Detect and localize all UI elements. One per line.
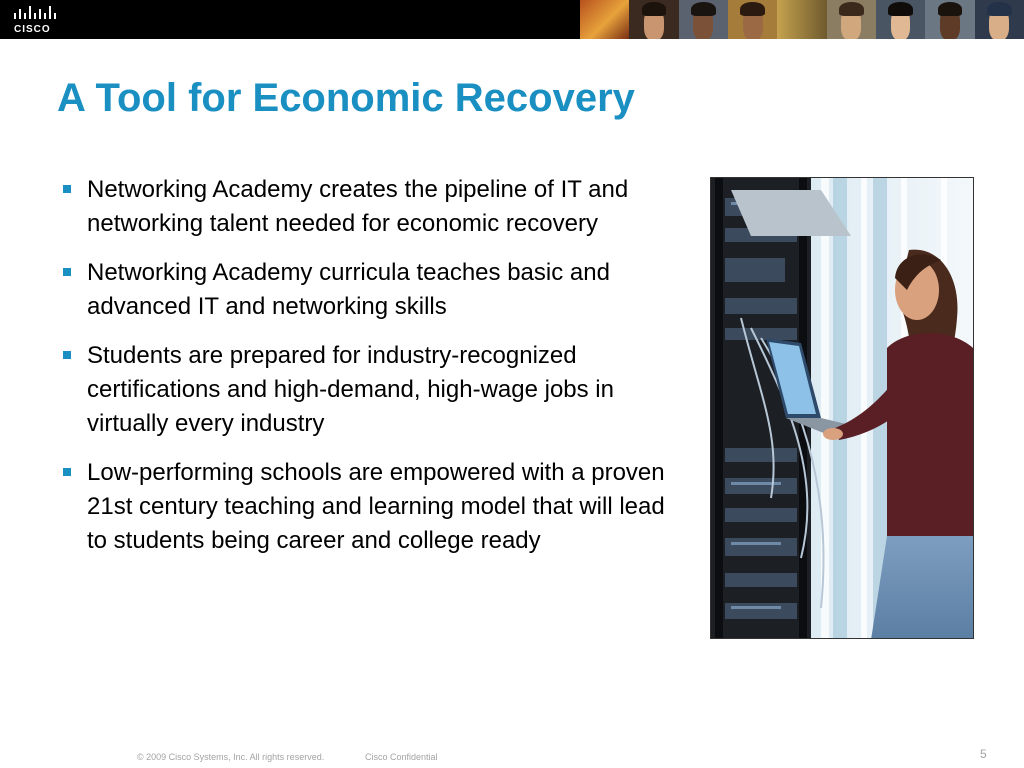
bullet-marker <box>63 185 71 193</box>
bullet-item <box>62 339 677 441</box>
footer-confidential: Cisco Confidential <box>365 752 438 762</box>
banner-photo <box>827 0 876 39</box>
footer-copyright: © 2009 Cisco Systems, Inc. All rights reserved. <box>137 752 325 762</box>
header-bar <box>0 0 1024 39</box>
header-photo-strip <box>580 0 1024 39</box>
cisco-logo <box>12 5 64 35</box>
bullet-marker <box>63 468 71 476</box>
svg-text:CISCO: CISCO <box>14 24 51 35</box>
slide-title: A Tool for Economic Recovery <box>57 76 635 120</box>
banner-photo <box>728 0 777 39</box>
banner-photo <box>629 0 678 39</box>
banner-photo <box>679 0 728 39</box>
bullet-item <box>62 173 677 241</box>
bullet-text: Networking Academy curricula teaches basic and advanced IT and networking skills <box>87 259 610 320</box>
bullet-marker <box>63 351 71 359</box>
bullet-item <box>62 256 677 324</box>
bullet-text: Students are prepared for industry-recognized certifications and high-demand, high-wage jobs in virtually every industry <box>87 342 614 437</box>
server-room-photo <box>710 177 974 639</box>
bullet-marker <box>63 268 71 276</box>
banner-photo <box>925 0 974 39</box>
banner-photo <box>777 0 826 39</box>
bullet-text: Low-performing schools are empowered with a proven 21st century teaching and learning model that will lead to students being career and college ready <box>87 459 665 554</box>
bullet-item <box>62 456 677 558</box>
bullet-list <box>62 173 677 573</box>
banner-photo <box>876 0 925 39</box>
bullet-text: Networking Academy creates the pipeline of IT and networking talent needed for economic recovery <box>87 176 629 237</box>
photo-illustration <box>711 178 974 639</box>
banner-photo <box>975 0 1024 39</box>
banner-photo <box>580 0 629 39</box>
page-number: 5 <box>980 747 987 761</box>
